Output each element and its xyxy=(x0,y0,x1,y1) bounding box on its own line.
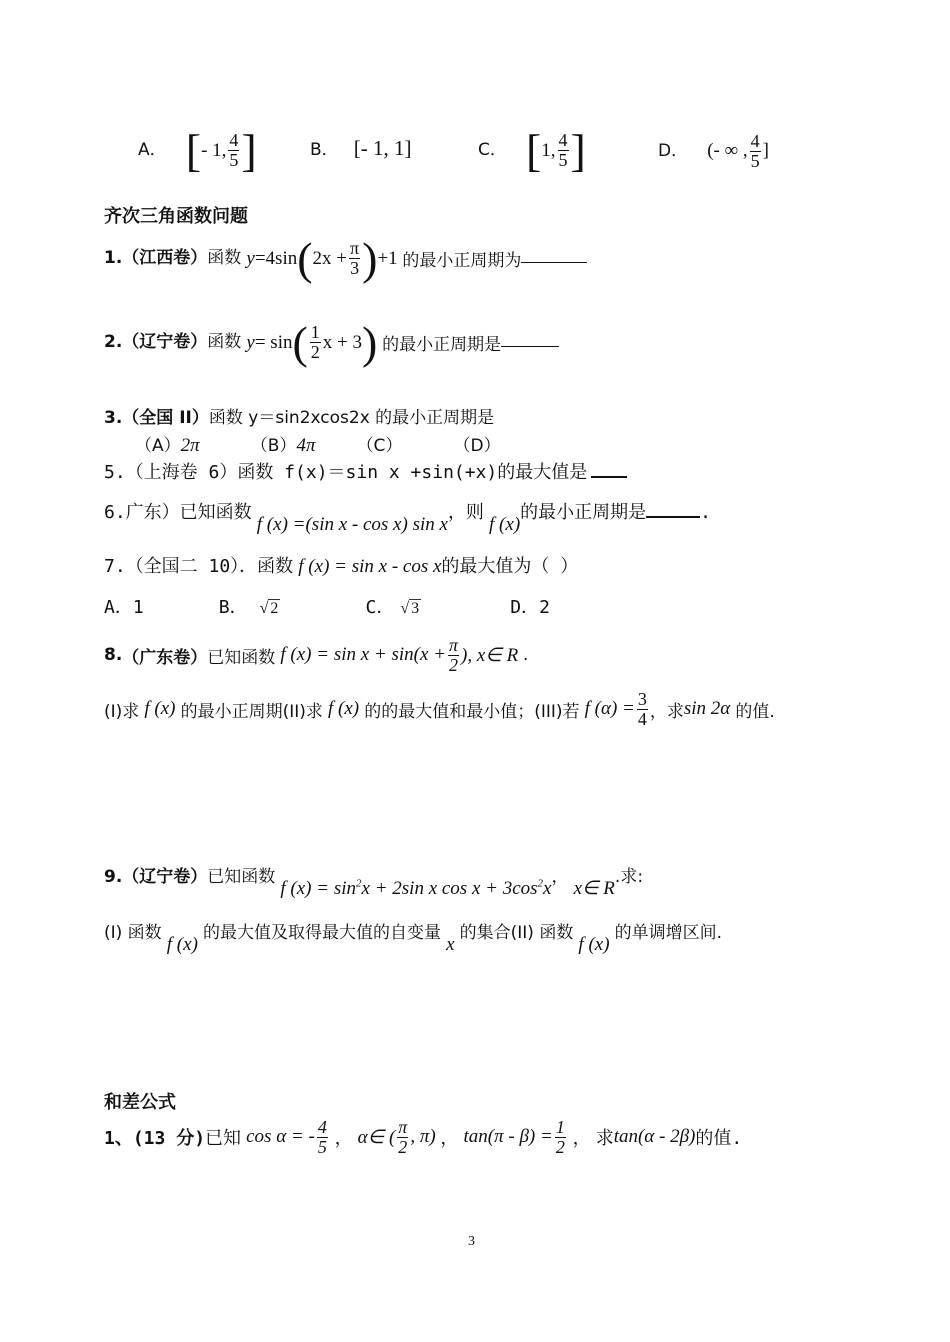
q6-answer-blank xyxy=(646,502,700,518)
q7-formula: f (x) = sin x - cos x xyxy=(298,556,442,577)
option-d-label: D． xyxy=(658,140,689,161)
q6-mid: ，则 xyxy=(447,502,484,523)
q3-option-b-value: 4π xyxy=(296,435,316,456)
h1-cden: 5 xyxy=(317,1136,327,1157)
q2-number: 2. xyxy=(104,332,123,353)
h1-ask: 求 xyxy=(595,1128,614,1150)
q3-option-d-label: （D） xyxy=(453,436,501,456)
q8-part1a: (I)求 xyxy=(104,701,140,722)
q9-lead: 已知函数 xyxy=(207,867,276,887)
question-9 xyxy=(104,862,644,899)
q8-number: 8. xyxy=(104,645,123,666)
question-5 xyxy=(104,458,627,484)
option-a xyxy=(138,125,257,176)
option-d-left: (- ∞ , xyxy=(707,140,748,162)
h1-tan: tan(π - β) = xyxy=(463,1126,553,1148)
q8-anum: 3 xyxy=(637,689,647,709)
q7-option-c-value: 3 xyxy=(411,600,420,617)
q2-eq: = sin xyxy=(254,331,293,353)
q1-eq: =4sin xyxy=(254,247,298,269)
q8-parts xyxy=(104,690,775,729)
q6-fx: f (x) xyxy=(489,514,521,535)
q5-text: 5.（上海卷 6）函数 f(x)＝sin x +sin(+x)的最大值是 xyxy=(104,462,588,483)
q1-tail: +1 xyxy=(377,247,398,269)
q8-part1b: 的最小正周期(II)求 xyxy=(180,701,323,722)
q3-option-a-value: 2π xyxy=(180,435,200,456)
q1-text: 的最小正周期为 xyxy=(402,251,522,272)
q1-den: 3 xyxy=(350,258,360,279)
option-c-left: 1, xyxy=(541,139,556,161)
h1-sep2: ， xyxy=(440,1128,459,1150)
question-1 xyxy=(104,233,587,284)
option-b-label: B． xyxy=(310,140,339,160)
q7-option-a-label: A． xyxy=(104,597,133,618)
q8-source: （广东卷） xyxy=(122,647,208,668)
q8-aden: 4 xyxy=(637,708,647,729)
q9-x: x xyxy=(446,934,455,955)
h1-target: tan(α - 2β) xyxy=(613,1126,696,1148)
q8-lead: 已知函数 xyxy=(207,647,276,668)
q1-inner: 2x + xyxy=(312,247,348,269)
q7-option-d-value: 2 xyxy=(539,597,550,618)
q7-option-b-label: B． xyxy=(218,597,248,618)
option-a-open-bracket: [ xyxy=(185,125,202,176)
h1-sep3: ， xyxy=(572,1128,591,1150)
h1-arange: , π) xyxy=(410,1126,436,1148)
q2-lead: 函数 xyxy=(207,332,242,353)
q2-inner: x + 3 xyxy=(322,331,363,353)
question-8 xyxy=(104,636,528,675)
q1-number: 1. xyxy=(104,248,123,269)
q2-y: y xyxy=(246,331,255,353)
h1-alpha: α∈ ( xyxy=(357,1126,396,1148)
q1-close: ) xyxy=(362,233,378,284)
q6-lead: 6.广东）已知函数 xyxy=(104,502,252,523)
q3-option-b-label: （B） xyxy=(250,436,297,456)
option-c-close-bracket: ] xyxy=(570,125,586,176)
q6-text: 的最小正周期是 xyxy=(520,502,647,523)
q3-option-c-label: （C） xyxy=(356,436,403,456)
q9-part2: 的最大值及取得最大值的自变量 xyxy=(203,923,441,943)
q2-text: 的最小正周期是 xyxy=(382,335,502,356)
question-6 xyxy=(104,498,711,535)
q9-domain: x∈ R xyxy=(573,878,615,899)
option-c-num: 4 xyxy=(558,130,568,151)
q2-fnum: 1 xyxy=(310,322,320,343)
q1-answer-blank xyxy=(521,248,587,263)
q8-falpha: f (α) = xyxy=(584,698,635,720)
q2-close: ) xyxy=(362,317,378,368)
option-c xyxy=(478,125,586,176)
option-c-label: C． xyxy=(478,140,507,161)
q9-fx2: f (x) xyxy=(578,934,610,955)
q8-fx1: f (x) xyxy=(144,698,176,720)
q9-sq1: 2 xyxy=(356,877,362,890)
q5-answer-blank xyxy=(591,462,627,478)
question-2 xyxy=(104,317,559,368)
q9-sq2: 2 xyxy=(537,877,544,890)
option-d-num: 4 xyxy=(750,131,760,151)
q9-end: .求: xyxy=(614,867,644,887)
q7-option-c-label: C． xyxy=(365,597,395,618)
option-b-value: [- 1, 1] xyxy=(353,136,412,160)
q7-option-d-label: D． xyxy=(510,597,540,618)
q2-open: ( xyxy=(292,317,308,368)
q9-part4: 的单调增区间. xyxy=(614,923,723,943)
h1-pden: 2 xyxy=(398,1136,408,1157)
option-a-num: 4 xyxy=(229,130,239,151)
section-title-homogeneous: 齐次三角函数问题 xyxy=(104,206,248,227)
sum-question-1 xyxy=(104,1118,742,1157)
q7-option-a-value: 1 xyxy=(132,597,144,618)
h1-tden: 2 xyxy=(555,1136,565,1157)
option-d xyxy=(658,132,769,171)
h1-score: (13 分) xyxy=(132,1128,206,1150)
q9-f3: x xyxy=(543,878,552,899)
q7-option-b-value: 2 xyxy=(270,600,279,617)
h1-end: 的值. xyxy=(695,1128,743,1150)
option-c-den: 5 xyxy=(558,150,568,171)
option-a-den: 5 xyxy=(229,150,239,171)
q9-part3: 的集合(II) 函数 xyxy=(459,923,574,943)
q1-source: （江西卷） xyxy=(122,248,208,269)
option-d-close: ] xyxy=(762,140,769,162)
question-7 xyxy=(104,552,578,578)
q8-formula-a: f (x) = sin x + sin(x + xyxy=(280,644,447,666)
h1-lead: 已知 xyxy=(205,1128,242,1150)
option-a-label: A． xyxy=(138,140,167,161)
q3-option-a-label: （A） xyxy=(135,436,181,456)
q8-sin2a: sin 2α xyxy=(683,698,731,720)
q8-end: . xyxy=(522,645,529,666)
section-title-sum-difference: 和差公式 xyxy=(104,1092,176,1113)
q9-fx1: f (x) xyxy=(166,934,198,955)
h1-tnum: 1 xyxy=(555,1117,565,1137)
h1-cos: cos α = - xyxy=(246,1126,315,1148)
q1-open: ( xyxy=(297,233,313,284)
q7-options: A．1 B． √ 2 C． √ 3 D．2 xyxy=(104,597,550,618)
q3-source: （全国 II） xyxy=(122,408,209,428)
option-c-open-bracket: [ xyxy=(525,125,542,176)
q2-fden: 2 xyxy=(310,342,320,363)
q1-lead: 函数 xyxy=(207,248,242,269)
q7-lead: 7.（全国二 10）．函数 xyxy=(104,556,294,577)
h1-pnum: π xyxy=(398,1117,408,1137)
q8-part3: ，求 xyxy=(649,701,684,722)
q3-options xyxy=(135,431,501,457)
page-number: 3 xyxy=(468,1234,475,1249)
q6-formula: f (x) =(sin x - cos x) sin x xyxy=(256,514,448,535)
q7-text: 的最大值为（ ） xyxy=(441,556,579,577)
q9-number: 9. xyxy=(104,867,123,887)
h1-sep1: ， xyxy=(334,1128,353,1150)
q2-source: （辽宁卷） xyxy=(122,332,208,353)
option-a-left: - 1, xyxy=(201,139,227,161)
h1-number: 1、 xyxy=(104,1128,133,1150)
q8-fx2: f (x) xyxy=(327,698,360,720)
q1-y: y xyxy=(246,247,255,269)
q9-parts xyxy=(104,918,723,955)
q9-f2: x + 2sin x cos x + 3cos xyxy=(361,878,538,899)
q8-den: 2 xyxy=(449,654,459,675)
question-3 xyxy=(104,403,494,428)
q2-answer-blank xyxy=(501,332,559,347)
q8-part4: 的值. xyxy=(735,701,775,722)
q8-formula-b: ), x∈ R xyxy=(461,644,519,666)
option-d-den: 5 xyxy=(750,150,760,171)
q3-number: 3. xyxy=(104,408,123,428)
option-a-close-bracket: ] xyxy=(241,125,257,176)
q6-end: . xyxy=(700,502,711,523)
q3-text: 函数 y＝sin2xcos2x 的最小正周期是 xyxy=(208,408,495,428)
option-b xyxy=(310,135,412,161)
q8-part2: 的的最大值和最小值；(III)若 xyxy=(364,701,580,722)
q9-part1: (I) 函数 xyxy=(104,923,162,943)
h1-cnum: 4 xyxy=(317,1117,327,1137)
q9-formula: f (x) = sin xyxy=(280,878,357,899)
q9-source: （辽宁卷） xyxy=(122,867,208,887)
q9-comma: ， xyxy=(551,867,569,887)
q8-pi: π xyxy=(449,635,459,655)
q1-pi: π xyxy=(350,238,360,259)
